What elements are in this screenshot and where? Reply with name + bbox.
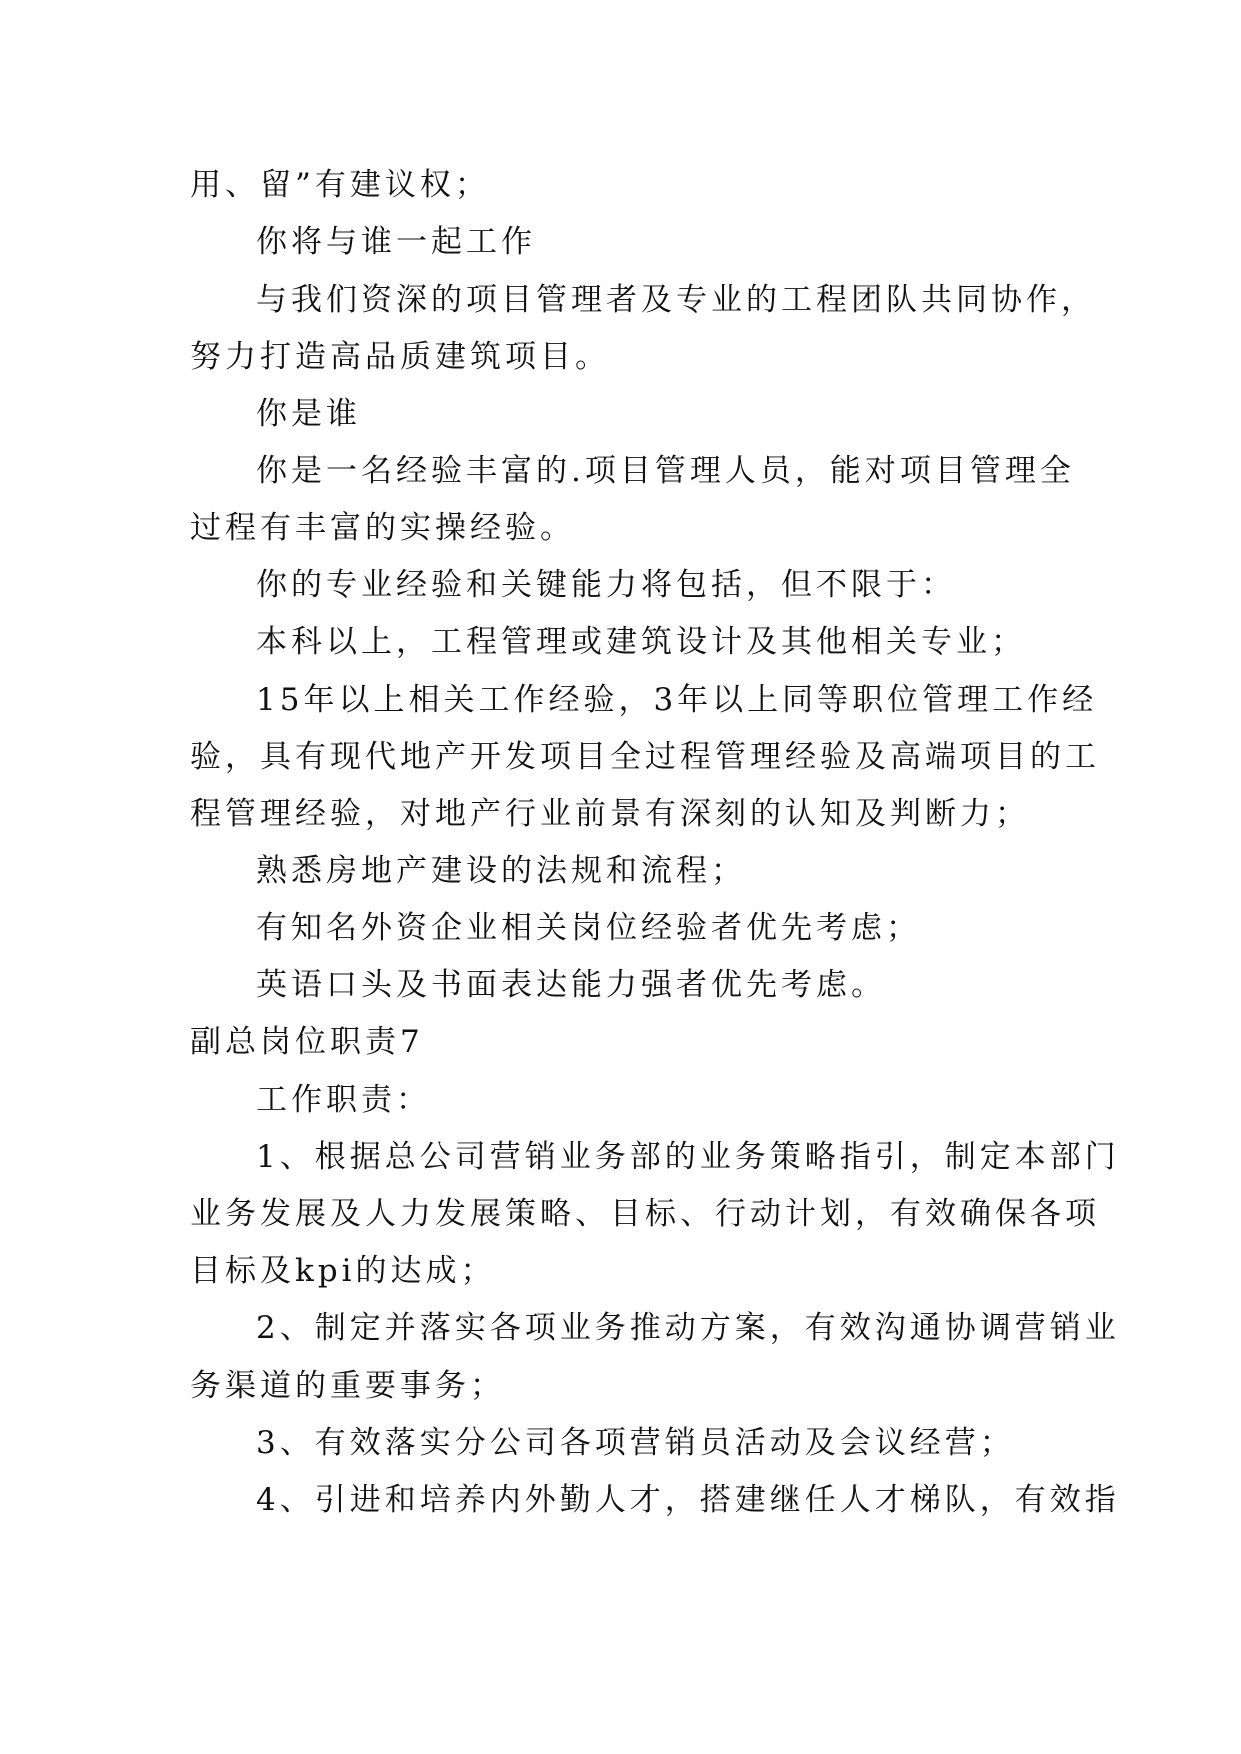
section-heading: 工作职责： (256, 1082, 431, 1118)
text-line: 努力打造高品质建筑项目。 (190, 339, 610, 375)
text-line: 与我们资深的项目管理者及专业的工程团队共同协作， (256, 282, 1096, 318)
text-line: 务渠道的重要事务； (190, 1368, 505, 1404)
text-line: 有知名外资企业相关岗位经验者优先考虑； (256, 910, 921, 946)
text-line: 英语口头及书面表达能力强者优先考虑。 (256, 967, 886, 1003)
text-line: 2、制定并落实各项业务推动方案，有效沟通协调营销业 (256, 1310, 1120, 1346)
text-line: 15年以上相关工作经验，3年以上同等职位管理工作经 (256, 682, 1098, 718)
text-line: 1、根据总公司营销业务部的业务策略指引，制定本部门 (256, 1139, 1120, 1175)
text-line: 业务发展及人力发展策略、目标、行动计划，有效确保各项 (190, 1196, 1100, 1232)
text-line: 过程有丰富的实操经验。 (190, 510, 575, 546)
section-heading: 你将与谁一起工作 (256, 224, 536, 260)
text-line: 验，具有现代地产开发项目全过程管理经验及高端项目的工 (190, 739, 1100, 775)
text-line: 熟悉房地产建设的法规和流程； (256, 853, 746, 889)
text-line: 程管理经验，对地产行业前景有深刻的认知及判断力； (190, 796, 1030, 832)
text-line: 4、引进和培养内外勤人才，搭建继任人才梯队，有效指 (256, 1482, 1120, 1518)
text-line: 3、有效落实分公司各项营销员活动及会议经营； (256, 1425, 1015, 1461)
text-line: 用、留”有建议权； (190, 167, 490, 203)
text-line: 你的专业经验和关键能力将包括，但不限于： (256, 567, 956, 603)
text-line: 本科以上，工程管理或建筑设计及其他相关专业； (256, 624, 1026, 660)
text-line: 目标及kpi的达成； (190, 1253, 496, 1289)
section-heading: 你是谁 (256, 396, 361, 432)
section-title: 副总岗位职责7 (190, 1024, 424, 1060)
text-line: 你是一名经验丰富的.项目管理人员，能对项目管理全 (256, 453, 1075, 489)
